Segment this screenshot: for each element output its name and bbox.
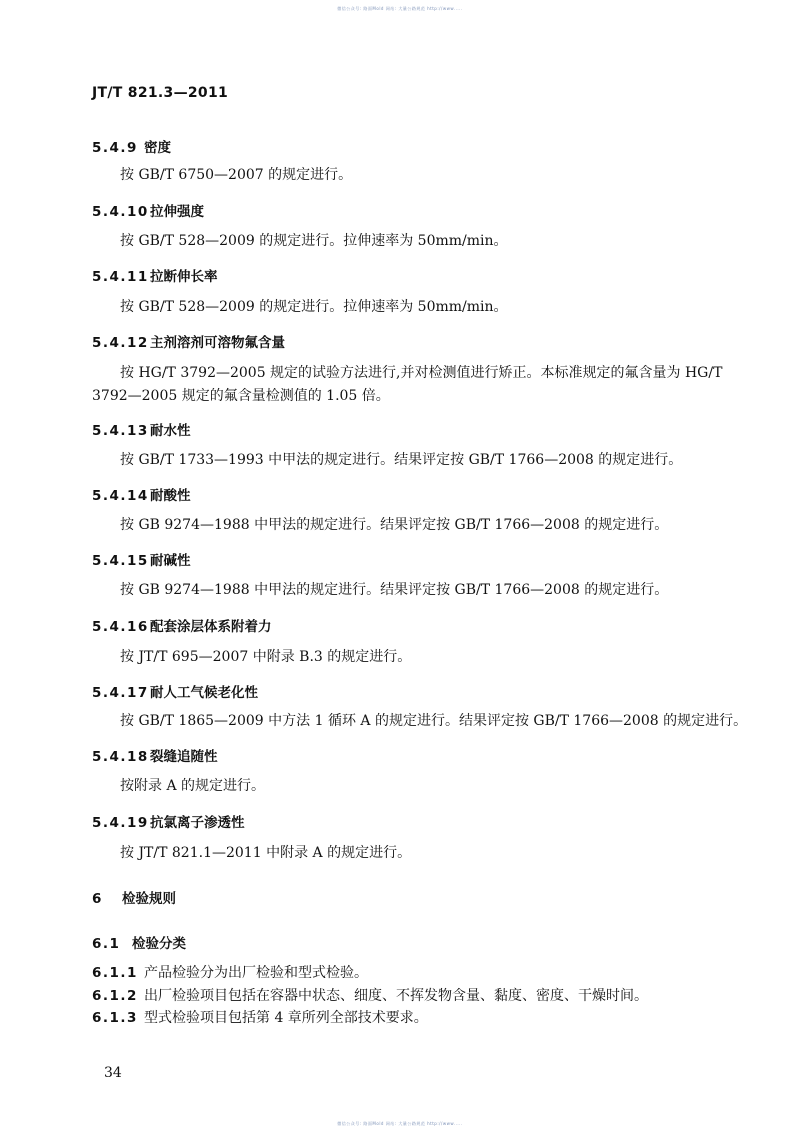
section-number: 5.4.12: [92, 335, 149, 351]
section-body: 按 GB/T 528—2009 的规定进行。拉伸速率为 50mm/min。: [120, 233, 508, 249]
section-number: 5.4.9: [92, 140, 138, 156]
section-number: 5.4.19: [92, 815, 149, 831]
section-heading: [92, 484, 191, 504]
section-number: 5.4.16: [92, 619, 149, 635]
section-body: 按 GB/T 6750—2007 的规定进行。: [120, 167, 353, 183]
section-title: 耐碱性: [150, 553, 191, 569]
list-item-number: 6.1.3: [92, 1010, 138, 1026]
section-body: 按 JT/T 695—2007 中附录 B.3 的规定进行。: [120, 649, 412, 665]
section-number: 6.1: [92, 936, 121, 952]
chapter-title: 检验规则: [122, 891, 176, 907]
list-item: [92, 962, 368, 982]
section-title: 拉伸强度: [150, 204, 204, 220]
section-heading: [92, 615, 272, 635]
section-heading: [92, 745, 218, 765]
section-body: 按 GB/T 1733—1993 中甲法的规定进行。结果评定按 GB/T 1766—2008 的规定进行。: [120, 452, 683, 468]
section-heading: [92, 200, 204, 220]
section-body: 按 GB 9274—1988 中甲法的规定进行。结果评定按 GB/T 1766—2008 的规定进行。: [120, 582, 669, 598]
section-heading: [92, 331, 285, 351]
section-heading: [92, 265, 218, 285]
section-number: 5.4.10: [92, 204, 149, 220]
list-item: [92, 1007, 428, 1027]
page-number: 34: [104, 1065, 122, 1081]
section-body: 按 GB 9274—1988 中甲法的规定进行。结果评定按 GB/T 1766—2008 的规定进行。: [120, 517, 669, 533]
section-body: 按附录 A 的规定进行。: [120, 778, 266, 794]
section-title: 主剂溶剂可溶物氟含量: [150, 335, 285, 351]
section-title: 密度: [144, 140, 171, 156]
section-body: 按 GB/T 528—2009 的规定进行。拉伸速率为 50mm/min。: [120, 299, 508, 315]
list-item-text: 型式检验项目包括第 4 章所列全部技术要求。: [144, 1010, 428, 1026]
list-item-text: 出厂检验项目包括在容器中状态、细度、不挥发物含量、黏度、密度、干燥时间。: [144, 988, 648, 1004]
section-body-continued: 3792—2005 规定的氟含量检测值的 1.05 倍。: [92, 388, 390, 404]
list-item-text: 产品检验分为出厂检验和型式检验。: [144, 965, 368, 981]
section-title: 配套涂层体系附着力: [150, 619, 272, 635]
section-body: 按 HG/T 3792—2005 规定的试验方法进行,并对检测值进行矫正。本标准规定的氟含量为 HG/T: [120, 365, 723, 381]
section-number: 5.4.13: [92, 423, 149, 439]
watermark-top: 微信公众号: 路面Mold 网站: 大量公路规范 http://www.....: [337, 6, 463, 11]
list-item: [92, 985, 648, 1005]
list-item-number: 6.1.2: [92, 988, 138, 1004]
section-heading: [92, 681, 258, 701]
watermark-bottom: 微信公众号: 路面Mold 网站: 大量公路规范 http://www.....: [337, 1121, 463, 1126]
section-title: 裂缝追随性: [150, 749, 218, 765]
section-number: 5.4.15: [92, 553, 149, 569]
section-number: 5.4.17: [92, 685, 149, 701]
section-heading: [92, 136, 171, 156]
section-title: 耐人工气候老化性: [150, 685, 258, 701]
document-code: JT/T 821.3—2011: [92, 85, 229, 101]
section-number: 5.4.14: [92, 488, 149, 504]
section-heading: [92, 419, 191, 439]
section-number: 5.4.11: [92, 269, 149, 285]
list-item-number: 6.1.1: [92, 965, 138, 981]
section-body: 按 JT/T 821.1—2011 中附录 A 的规定进行。: [120, 845, 412, 861]
section-heading: [92, 811, 245, 831]
section-body: 按 GB/T 1865—2009 中方法 1 循环 A 的规定进行。结果评定按 GB/T 1766—2008 的规定进行。: [120, 713, 748, 729]
chapter-number: 6: [92, 891, 103, 907]
section-title: 抗氯离子渗透性: [150, 815, 245, 831]
section-title: 检验分类: [132, 936, 186, 952]
section-heading: [92, 932, 186, 952]
section-title: 耐酸性: [150, 488, 191, 504]
section-heading: [92, 549, 191, 569]
section-title: 拉断伸长率: [150, 269, 218, 285]
section-number: 5.4.18: [92, 749, 149, 765]
chapter-heading: [92, 887, 176, 907]
section-title: 耐水性: [150, 423, 191, 439]
